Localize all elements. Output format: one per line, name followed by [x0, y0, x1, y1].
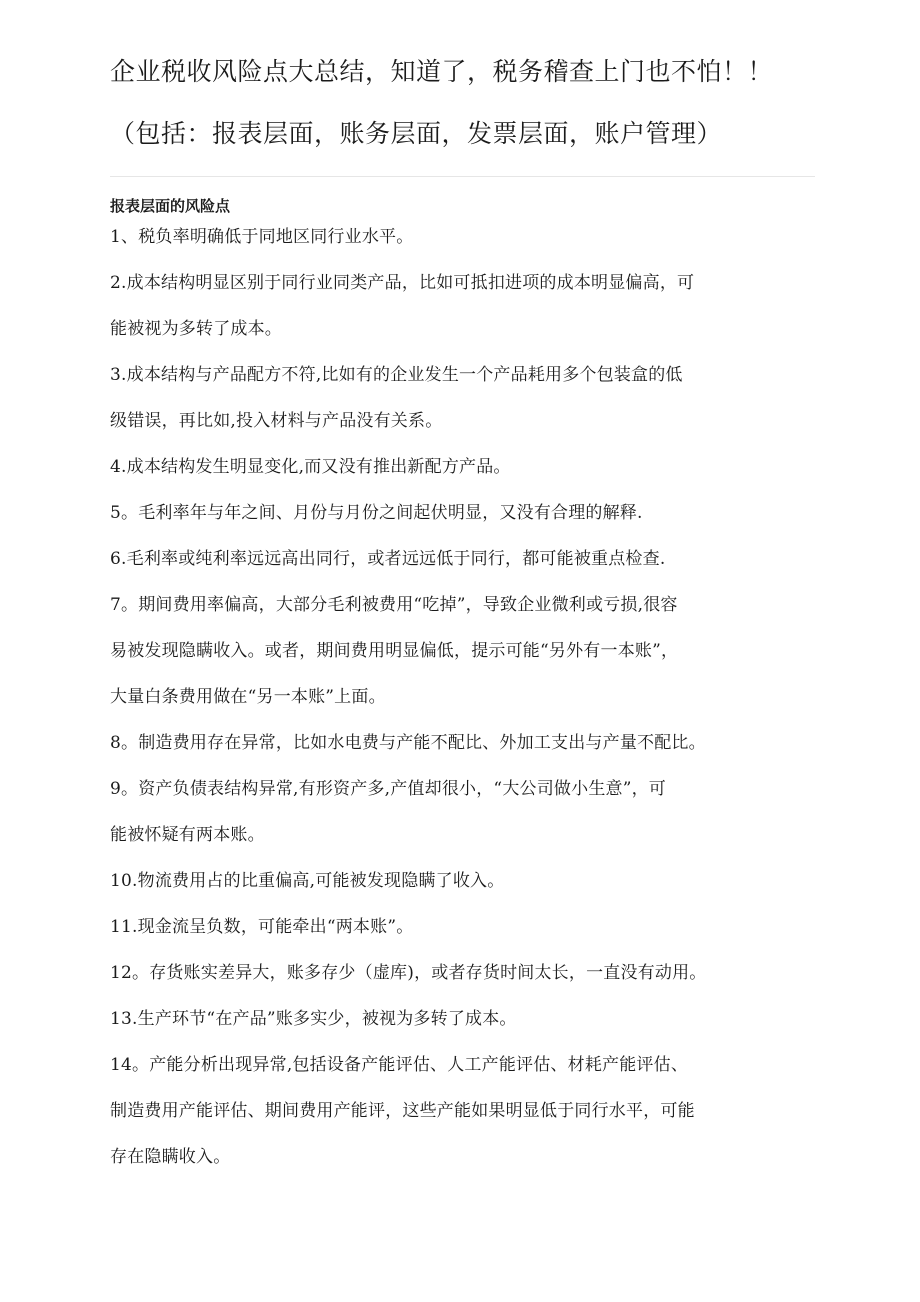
risk-point-text-line: 8。制造费用存在异常，比如水电费与产能不配比、外加工支出与产量不配比。: [110, 733, 706, 753]
risk-point-text-line: 7。期间费用率偏高，大部分毛利被费用“吃掉”，导致企业微利或亏损,很容: [110, 595, 678, 615]
document-page: [110, 50, 815, 1191]
risk-point-item: [110, 225, 815, 249]
risk-point-text-line: 13.生产环节“在产品”账多实少，被视为多转了成本。: [110, 1009, 517, 1029]
risk-point-text-line: 易被发现隐瞒收入。或者，期间费用明显偏低，提示可能“另外有一本账”，: [110, 641, 679, 661]
risk-point-text-line: 3.成本结构与产品配方不符,比如有的企业发生一个产品耗用多个包装盒的低: [110, 365, 683, 385]
risk-point-text-line: 能被怀疑有两本账。: [110, 825, 265, 845]
risk-point-item: [110, 915, 815, 939]
risk-point-item: [110, 271, 815, 341]
risk-point-text-line: 能被视为多转了成本。: [110, 319, 282, 339]
risk-point-text-line: 5。毛利率年与年之间、月份与月份之间起伏明显，又没有合理的解释.: [110, 503, 643, 523]
risk-point-text-line: 14。产能分析出现异常,包括设备产能评估、人工产能评估、材耗产能评估、: [110, 1055, 689, 1075]
risk-point-text-line: 2.成本结构明显区别于同行业同类产品，比如可抵扣进项的成本明显偏高，可: [110, 273, 695, 293]
title-line-1: 企业税收风险点大总结，知道了，税务稽查上门也不怕！！: [110, 57, 774, 86]
risk-point-item: [110, 777, 815, 847]
risk-point-text-line: 存在隐瞒收入。: [110, 1147, 231, 1167]
risk-point-item: [110, 1007, 815, 1031]
risk-point-item: [110, 547, 815, 571]
risk-point-item: [110, 455, 815, 479]
risk-point-text-line: 级错误，再比如,投入材料与产品没有关系。: [110, 411, 443, 431]
risk-point-text-line: 4.成本结构发生明显变化,而又没有推出新配方产品。: [110, 457, 511, 477]
risk-point-text-line: 大量白条费用做在“另一本账”上面。: [110, 687, 386, 707]
risk-point-text-line: 1、税负率明确低于同地区同行业水平。: [110, 227, 414, 247]
risk-point-item: [110, 501, 815, 525]
divider: [110, 176, 815, 177]
risk-point-item: [110, 593, 815, 709]
risk-point-item: [110, 961, 815, 985]
risk-point-text-line: 6.毛利率或纯利率远远高出同行，或者远远低于同行，都可能被重点检查.: [110, 549, 666, 569]
title-line-2: （包括：报表层面，账务层面，发票层面，账户管理）: [110, 119, 723, 148]
risk-point-list: [110, 225, 815, 1169]
risk-point-item: [110, 869, 815, 893]
risk-point-text-line: 10.物流费用占的比重偏高,可能被发现隐瞒了收入。: [110, 871, 505, 891]
section-heading: 报表层面的风险点: [110, 197, 231, 215]
risk-point-text-line: 11.现金流呈负数，可能牵出“两本账”。: [110, 917, 414, 937]
risk-point-item: [110, 731, 815, 755]
risk-point-item: [110, 363, 815, 433]
risk-point-item: [110, 1053, 815, 1169]
risk-point-text-line: 制造费用产能评估、期间费用产能评，这些产能如果明显低于同行水平，可能: [110, 1101, 695, 1121]
risk-point-text-line: 9。资产负债表结构异常,有形资产多,产值却很小，“大公司做小生意”，可: [110, 779, 667, 799]
document-title: [110, 50, 815, 156]
risk-point-text-line: 12。存货账实差异大，账多存少（虚库)，或者存货时间太长，一直没有动用。: [110, 963, 707, 983]
